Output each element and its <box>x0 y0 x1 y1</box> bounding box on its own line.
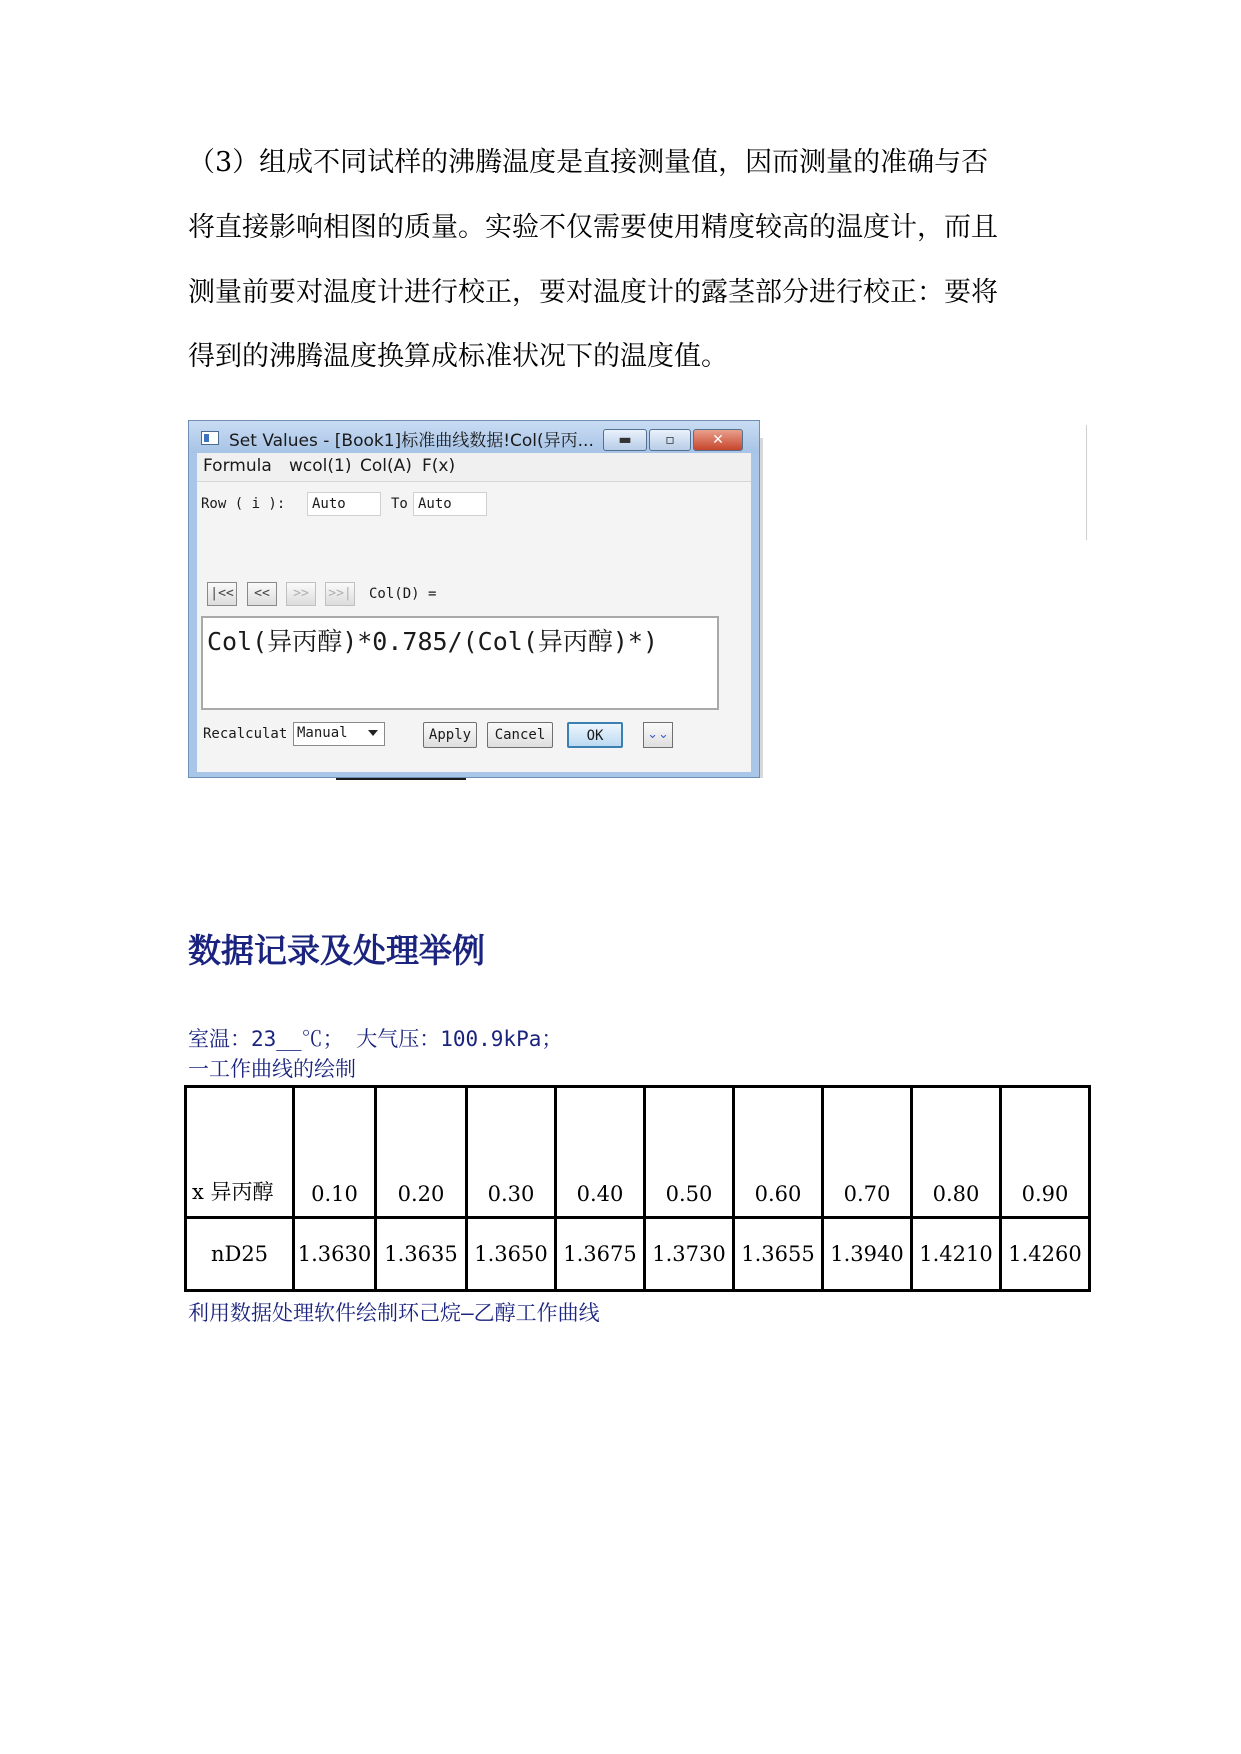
row-label-refractive-index: nD25 <box>186 1218 294 1291</box>
recalculate-value: Manual <box>297 725 348 741</box>
data-table <box>184 1085 1091 1292</box>
table-row-refractive-index <box>186 1218 1090 1291</box>
paragraph-line-4: 得到的沸腾温度换算成标准状况下的温度值。 <box>188 341 728 372</box>
first-button[interactable]: |<< <box>207 582 237 606</box>
table-cell: 0.20 <box>376 1087 467 1218</box>
dialog-shadow <box>760 438 763 778</box>
table-row-composition <box>186 1087 1090 1218</box>
dropdown-arrow-icon <box>368 730 378 736</box>
table-cell: 1.4260 <box>1001 1218 1090 1291</box>
row-label-composition: x 异丙醇 <box>186 1087 294 1218</box>
table-cell: 0.70 <box>823 1087 912 1218</box>
recalculate-select[interactable] <box>293 722 385 746</box>
next-button[interactable]: >> <box>286 582 316 606</box>
table-cell: 0.40 <box>556 1087 645 1218</box>
dialog-panel <box>197 481 751 772</box>
dialog-body <box>197 453 751 771</box>
table-cell: 1.3630 <box>294 1218 376 1291</box>
previous-button[interactable]: << <box>247 582 277 606</box>
formula-input[interactable] <box>201 616 719 710</box>
apply-button[interactable]: Apply <box>423 722 477 748</box>
paragraph-line-3: 测量前要对温度计进行校正，要对温度计的露茎部分进行校正：要将 <box>188 277 998 308</box>
table-cell: 0.80 <box>912 1087 1001 1218</box>
row-from-input[interactable]: Auto <box>307 492 381 516</box>
table-cell: 1.3940 <box>823 1218 912 1291</box>
cancel-button[interactable]: Cancel <box>487 722 553 748</box>
maximize-button[interactable]: ▫ <box>649 429 691 451</box>
paragraph-line-1: （3）组成不同试样的沸腾温度是直接测量值，因而测量的准确与否 <box>188 147 989 178</box>
menu-col[interactable]: Col(A) <box>360 456 412 476</box>
dialog-title: Set Values - [Book1]标准曲线数据!Col(异丙... <box>229 431 594 451</box>
ok-button[interactable]: OK <box>567 722 623 748</box>
table-cell: 0.10 <box>294 1087 376 1218</box>
expand-chevron-icon[interactable]: ⌄⌄ <box>643 722 673 748</box>
section-heading: 数据记录及处理举例 <box>188 931 485 970</box>
formula-text: Col(异丙醇)*0.785/(Col(异丙醇)*) <box>207 627 659 656</box>
menu-formula[interactable]: Formula <box>203 456 272 476</box>
table-cell: 0.90 <box>1001 1087 1090 1218</box>
table-cell: 1.3635 <box>376 1218 467 1291</box>
table-cell: 1.4210 <box>912 1218 1001 1291</box>
table-cell: 1.3650 <box>467 1218 556 1291</box>
to-label: To <box>391 496 408 512</box>
conditions-line: 室温：23__℃； 大气压：100.9kPa； <box>188 1027 563 1051</box>
minimize-button[interactable]: ▬ <box>603 429 647 451</box>
close-button[interactable]: ✕ <box>693 429 743 451</box>
menu-wcol[interactable]: wcol(1) <box>289 456 352 476</box>
page-divider <box>1086 425 1087 540</box>
recalculate-label: Recalculat <box>203 726 288 742</box>
paragraph-line-2: 将直接影响相图的质量。实验不仅需要使用精度较高的温度计，而且 <box>188 212 998 243</box>
col-label: Col(D) = <box>369 586 437 602</box>
app-icon <box>201 431 219 445</box>
table-cell: 1.3730 <box>645 1218 734 1291</box>
table-cell: 1.3675 <box>556 1218 645 1291</box>
last-button[interactable]: >>| <box>325 582 355 606</box>
table-cell: 0.50 <box>645 1087 734 1218</box>
subheading: 一工作曲线的绘制 <box>188 1057 356 1081</box>
menu-fx[interactable]: F(x) <box>422 456 456 476</box>
dialog-menubar <box>197 453 751 481</box>
row-label: Row ( i ): <box>201 496 286 512</box>
set-values-dialog <box>188 420 760 778</box>
caption: 利用数据处理软件绘制环己烷—乙醇工作曲线 <box>188 1301 600 1325</box>
dialog-titlebar[interactable] <box>189 421 759 453</box>
table-cell: 1.3655 <box>734 1218 823 1291</box>
row-to-input[interactable]: Auto <box>413 492 487 516</box>
table-cell: 0.30 <box>467 1087 556 1218</box>
table-cell: 0.60 <box>734 1087 823 1218</box>
